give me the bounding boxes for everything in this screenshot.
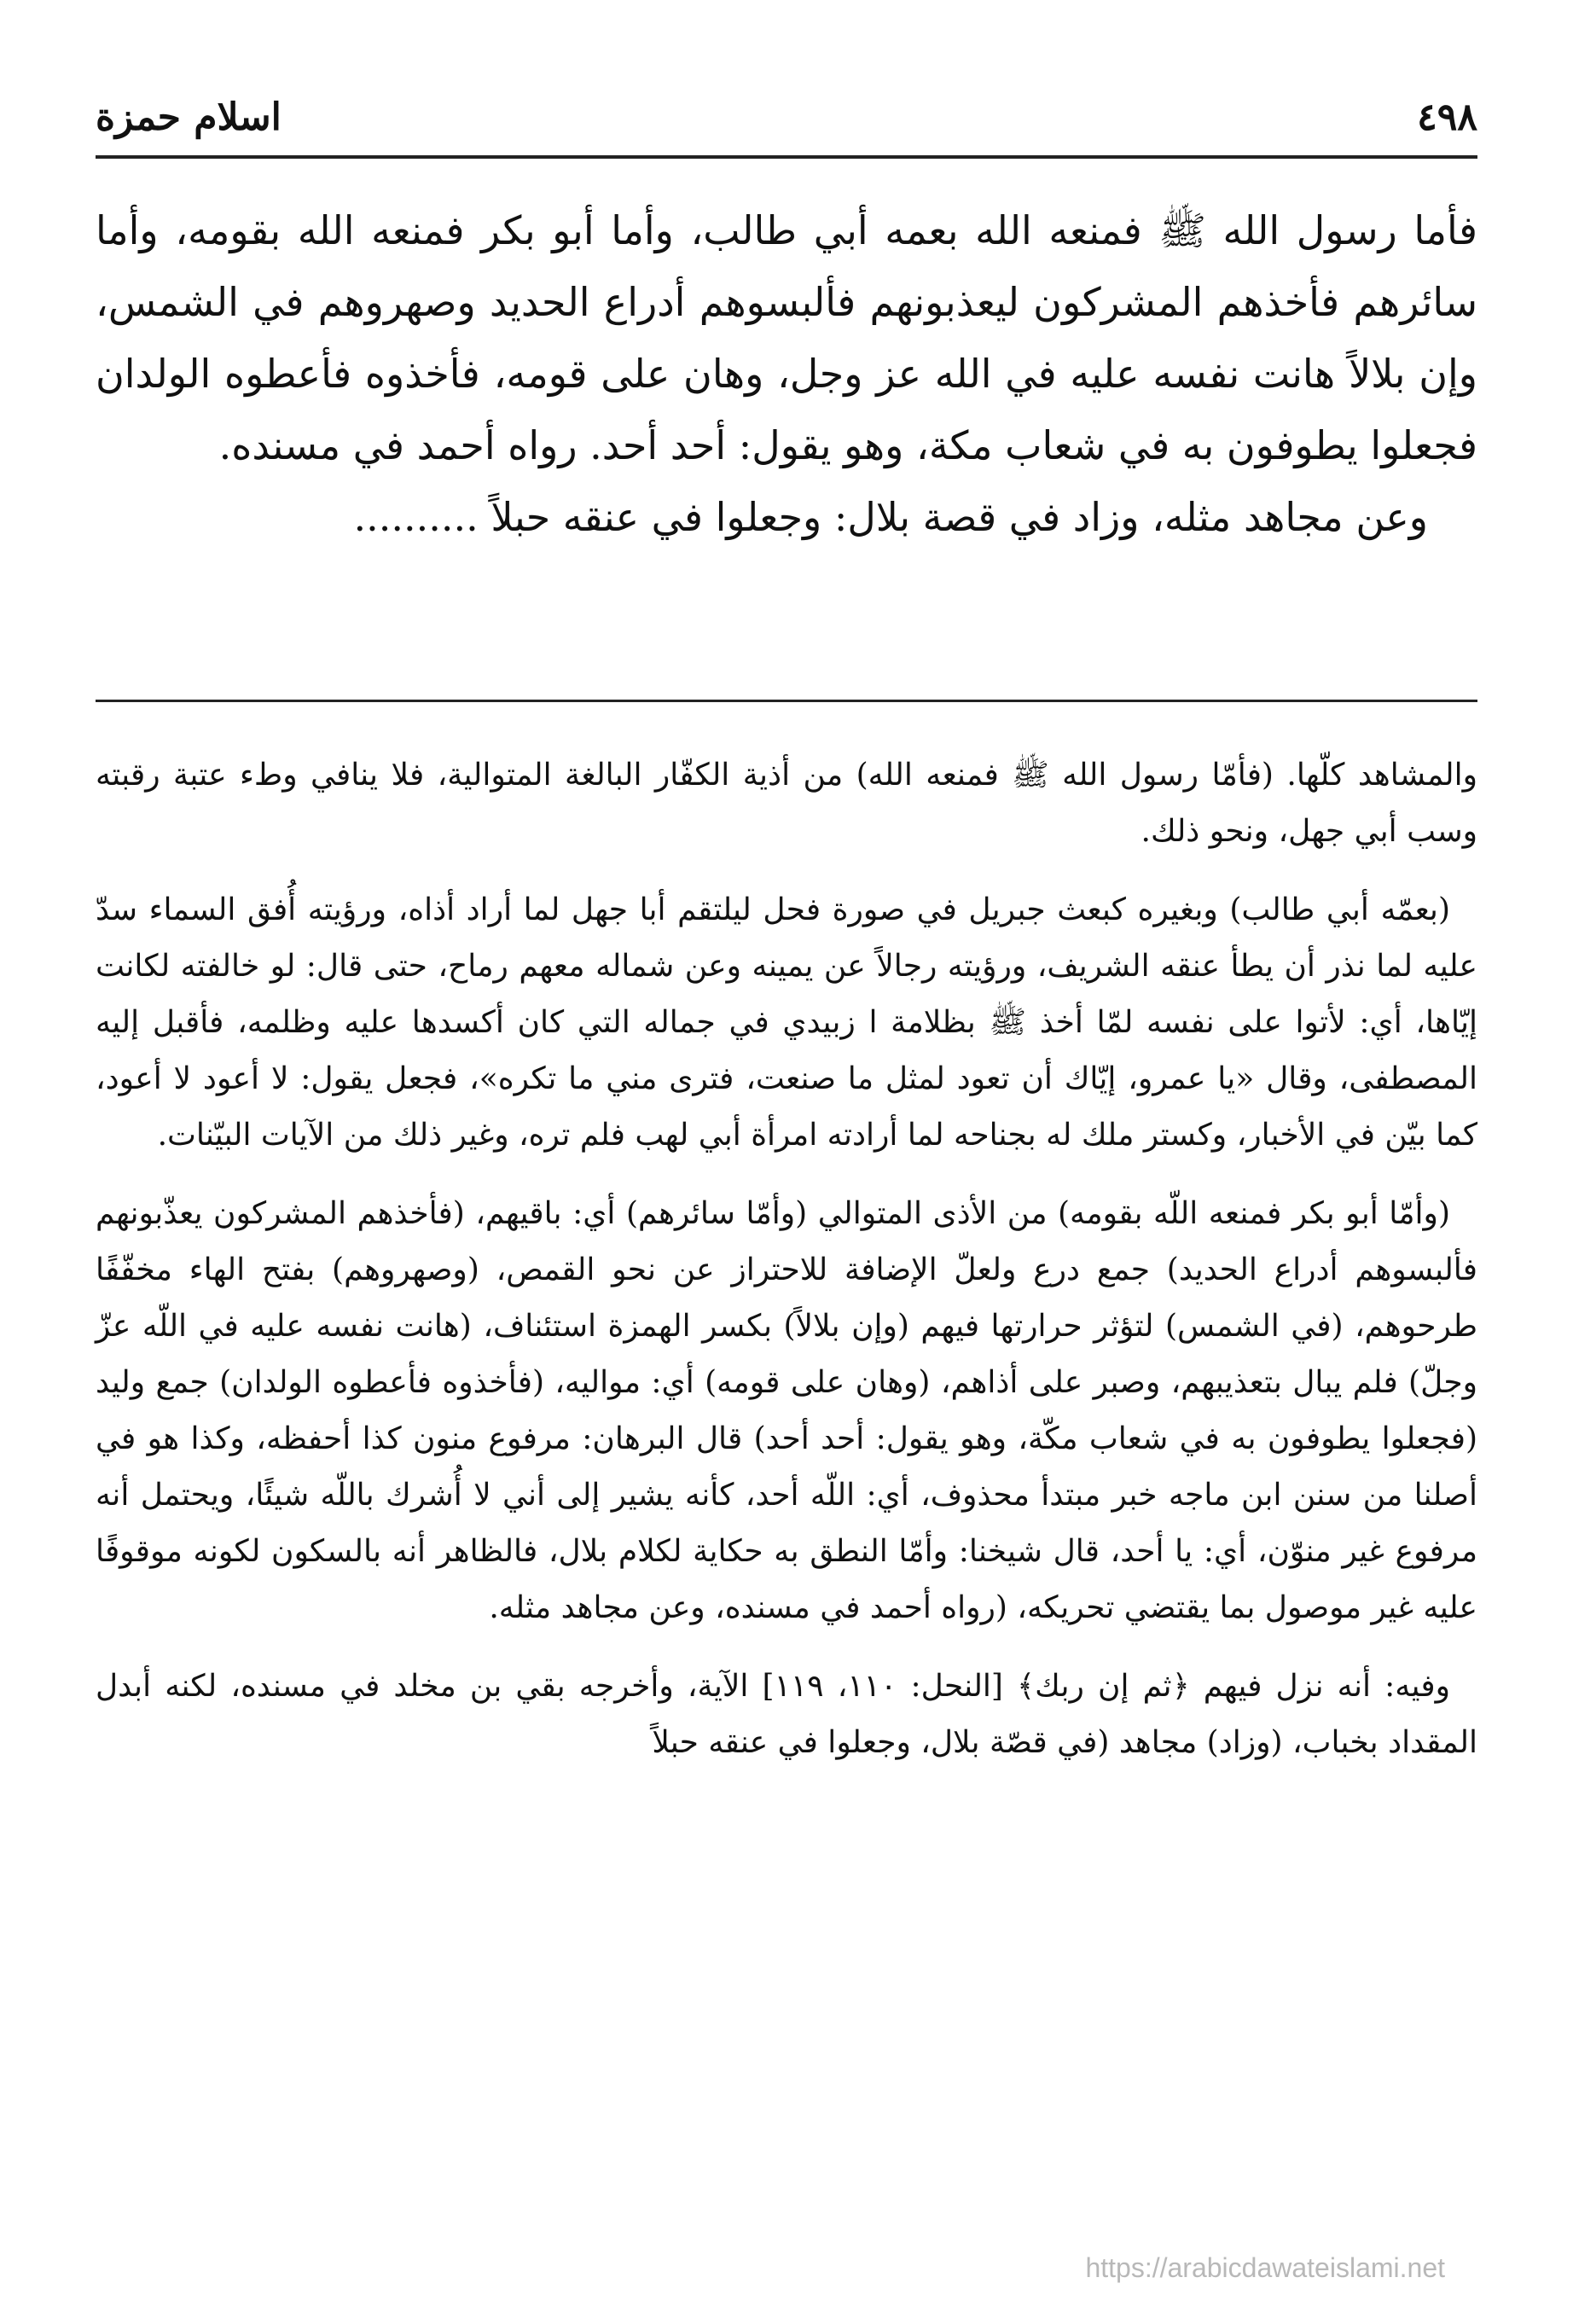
page-number: ٤٩٨	[1417, 95, 1477, 139]
commentary-paragraph: وفيه: أنه نزل فيهم ﴿ثم إن ربك﴾ [النحل: ١١٠، ١١٩] الآية، وأخرجه بقي بن مخلد في مسنده، لكنه أبدل المقداد بخباب، (وزاد) مجاهد (في قصّة بلال، وجعلوا في عنقه حبلاً	[96, 1669, 1477, 1760]
main-text	[96, 195, 1477, 553]
watermark-url: https://arabicdawateislami.net	[1085, 2252, 1445, 2283]
main-text-paragraph: فأما رسول الله ﷺ فمنعه الله بعمه أبي طالب، وأما أبو بكر فمنعه الله بقومه، وأما سائرهم فأخذهم المشركون ليعذبونهم فألبسوهم أدراع الحديد وصهروهم في الشمس، وإن بلالاً هانت نفسه عليه في الله عز وجل، وهان على قومه، فأخذوه فأعطوه الولدان فجعلوا يطوفون به في شعاب مكة، وهو يقول: أحد أحد. رواه أحمد في مسنده.	[96, 207, 1477, 468]
text-divider	[96, 700, 1477, 702]
main-text-paragraph: وعن مجاهد مثله، وزاد في قصة بلال: وجعلوا في عنقه حبلاً ..........	[353, 494, 1428, 540]
running-title: اسلام حمزة	[96, 95, 282, 139]
commentary-paragraph: (بعمّه أبي طالب) وبغيره كبعث جبريل في صورة فحل ليلتقم أبا جهل لما أراد أذاه، ورؤيته أُفق السماء سدّ عليه لما نذر أن يطأ عنقه الشريف، ورؤيته رجالاً عن يمينه وعن شماله معهم رماح، حتى قال: لو خالفته لكانت إيّاها، أي: لأتوا على نفسه لمّا أخذ ﷺ بظلامة ا زبيدي في جماله التي كان أكسدها عليه وظلمه، فأقبل إليه المصطفى، وقال «يا عمرو، إيّاك أن تعود لمثل ما صنعت، فترى مني ما تكره»، فجعل يقول: لا أعود لا أعود، كما بيّن في الأخبار، وكستر ملك له بجناحه لما أرادته امرأة أبي لهب فلم تره، وغير ذلك من الآيات البيّنات.	[96, 892, 1477, 1153]
commentary	[96, 747, 1477, 1793]
commentary-paragraph: (وأمّا أبو بكر فمنعه اللّه بقومه) من الأذى المتوالي (وأمّا سائرهم) أي: باقيهم، (فأخذهم المشركون يعذّبونهم فألبسوهم أدراع الحديد) جمع درع ولعلّ الإضافة للاحتراز عن نحو القمص، (وصهروهم) بفتح الهاء مخفّفًا طرحوهم، (في الشمس) لتؤثر حرارتها فيهم (وإن بلالاً) بكسر الهمزة استئناف، (هانت نفسه عليه في اللّه عزّ وجلّ) فلم يبال بتعذيبهم، وصبر على أذاهم، (وهان على قومه) أي: مواليه، (فأخذوه فأعطوه الولدان) جمع وليد (فجعلوا يطوفون به في شعاب مكّة، وهو يقول: أحد أحد) قال البرهان: مرفوع منون كذا أحفظه، وكذا هو في أصلنا من سنن ابن ماجه خبر مبتدأ محذوف، أي: اللّه أحد، كأنه يشير إلى أني لا أُشرك باللّه شيئًا، ويحتمل أنه مرفوع غير منوّن، أي: يا أحد، قال شيخنا: وأمّا النطق به حكاية لكلام بلال، فالظاهر أنه بالسكون لكونه موقوفًا عليه غير موصول بما يقتضي تحريكه، (رواه أحمد في مسنده، وعن مجاهد مثله.	[96, 1196, 1477, 1625]
commentary-paragraph: والمشاهد كلّها. (فأمّا رسول الله ﷺ فمنعه الله) من أذية الكفّار البالغة المتوالية، فلا ينافي وطء عتبة رقبته وسب أبي جهل، ونحو ذلك.	[96, 758, 1478, 849]
page-header	[96, 78, 1477, 159]
